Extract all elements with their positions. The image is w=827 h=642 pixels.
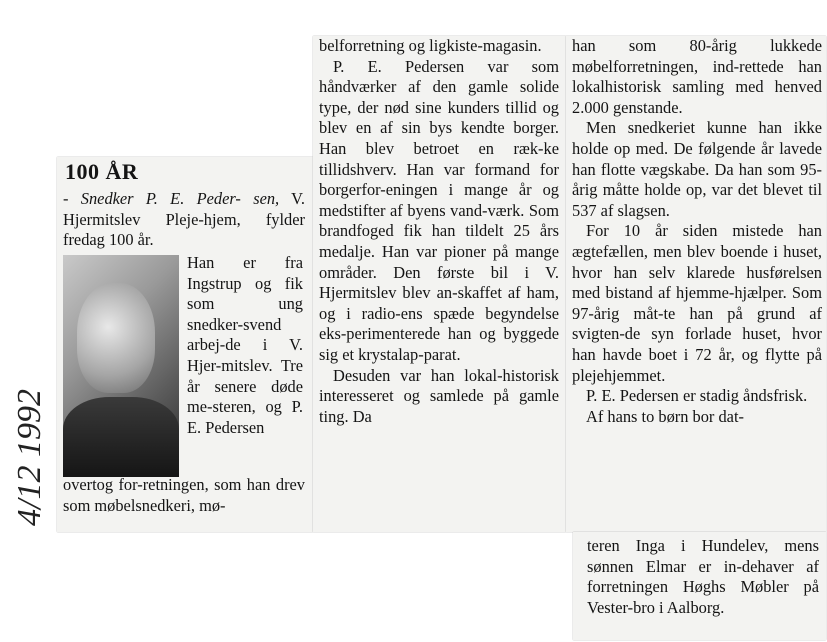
column-4-paragraph-1: teren Inga i Hundelev, mens sønnen Elmar er in-dehaver af forretningen Høghs Møbler på Vester-bro i Aalborg.	[587, 536, 819, 617]
column-3-paragraph-2: Men snedkeriet kunne han ikke holde op med. De følgende år lavede han flotte vægskabe. Da han som 95-årig måtte holde op, var det blevet til 537 af slagsen.	[572, 118, 822, 220]
column-2-paragraph-1: belforretning og ligkiste-magasin.	[319, 36, 542, 55]
column-3	[572, 36, 822, 427]
byline-italic-1: - Snedker P. E. Peder-	[63, 189, 241, 208]
article-clipping-right	[566, 36, 826, 532]
column-3-paragraph-5: Af hans to børn bor dat-	[586, 406, 744, 426]
column-2-paragraph-3: Desuden var han lokal-historisk interesseret og samlede på gamle ting. Da	[319, 365, 559, 426]
article-clipping-left	[57, 157, 313, 532]
portrait-face	[77, 283, 155, 393]
headline: 100 ÅR	[65, 159, 139, 184]
column-1-bottom-text: overtog for-retningen, som han drev som møbelsnedkeri, mø-	[63, 475, 305, 515]
article-clipping-continuation	[573, 532, 826, 640]
portrait-suit	[63, 397, 179, 477]
byline	[63, 189, 305, 251]
column-2-paragraph-2: P. E. Pedersen var som håndværker af den gamle solide type, der nød sine kunders tillid og blev en af sin bys kendte borger. Han blev betroet en ræk-ke tillidshverv. Han var formand for borgerfor-eningen i mange år og medstifter af byens vand-værk. Som brandfoged fik han tildelt 25 års medalje. Han var pioner på mange områder. Den første bil i V. Hjermitslev blev an-skaffet af ham, og i radio-ens spæde begyndelse eks-perimenterede han og byggede sig et krystalap-parat.	[319, 56, 559, 364]
handwritten-date	[2, 298, 58, 528]
column-4	[587, 536, 819, 618]
portrait-photo	[63, 255, 179, 477]
byline-italic-2: sen,	[253, 189, 280, 208]
article-clipping-middle	[313, 36, 566, 532]
handwritten-date-text: 4/12 1992	[11, 389, 48, 526]
column-3-paragraph-1: han som 80-årig lukkede møbelforretningen, ind-rettede han lokalhistorisk samling med henved 2.000 genstande.	[572, 36, 822, 117]
byline-rest: V. Hjermitslev Pleje-hjem, fylder fredag 100 år.	[63, 189, 305, 250]
column-3-paragraph-4: P. E. Pedersen er stadig åndsfrisk.	[586, 386, 808, 406]
column-3-paragraph-3: For 10 år siden mistede han ægtefællen, men blev boende i huset, hvor han selv klarede husførelsen med bistand af hjemme-hjælper. Som 97-årig måt-te han på grund af svigten-de syn forlade huset, hvor han havde boet i 72 år, og flytte på plejehjemmet.	[572, 221, 822, 385]
column-2	[319, 36, 559, 427]
column-1-side-text: Han er fra Ingstrup og fik som ung snedker-svend arbej-de i V. Hjer-mitslev. Tre år senere døde me-steren, og P. E. Pedersen	[187, 253, 303, 437]
